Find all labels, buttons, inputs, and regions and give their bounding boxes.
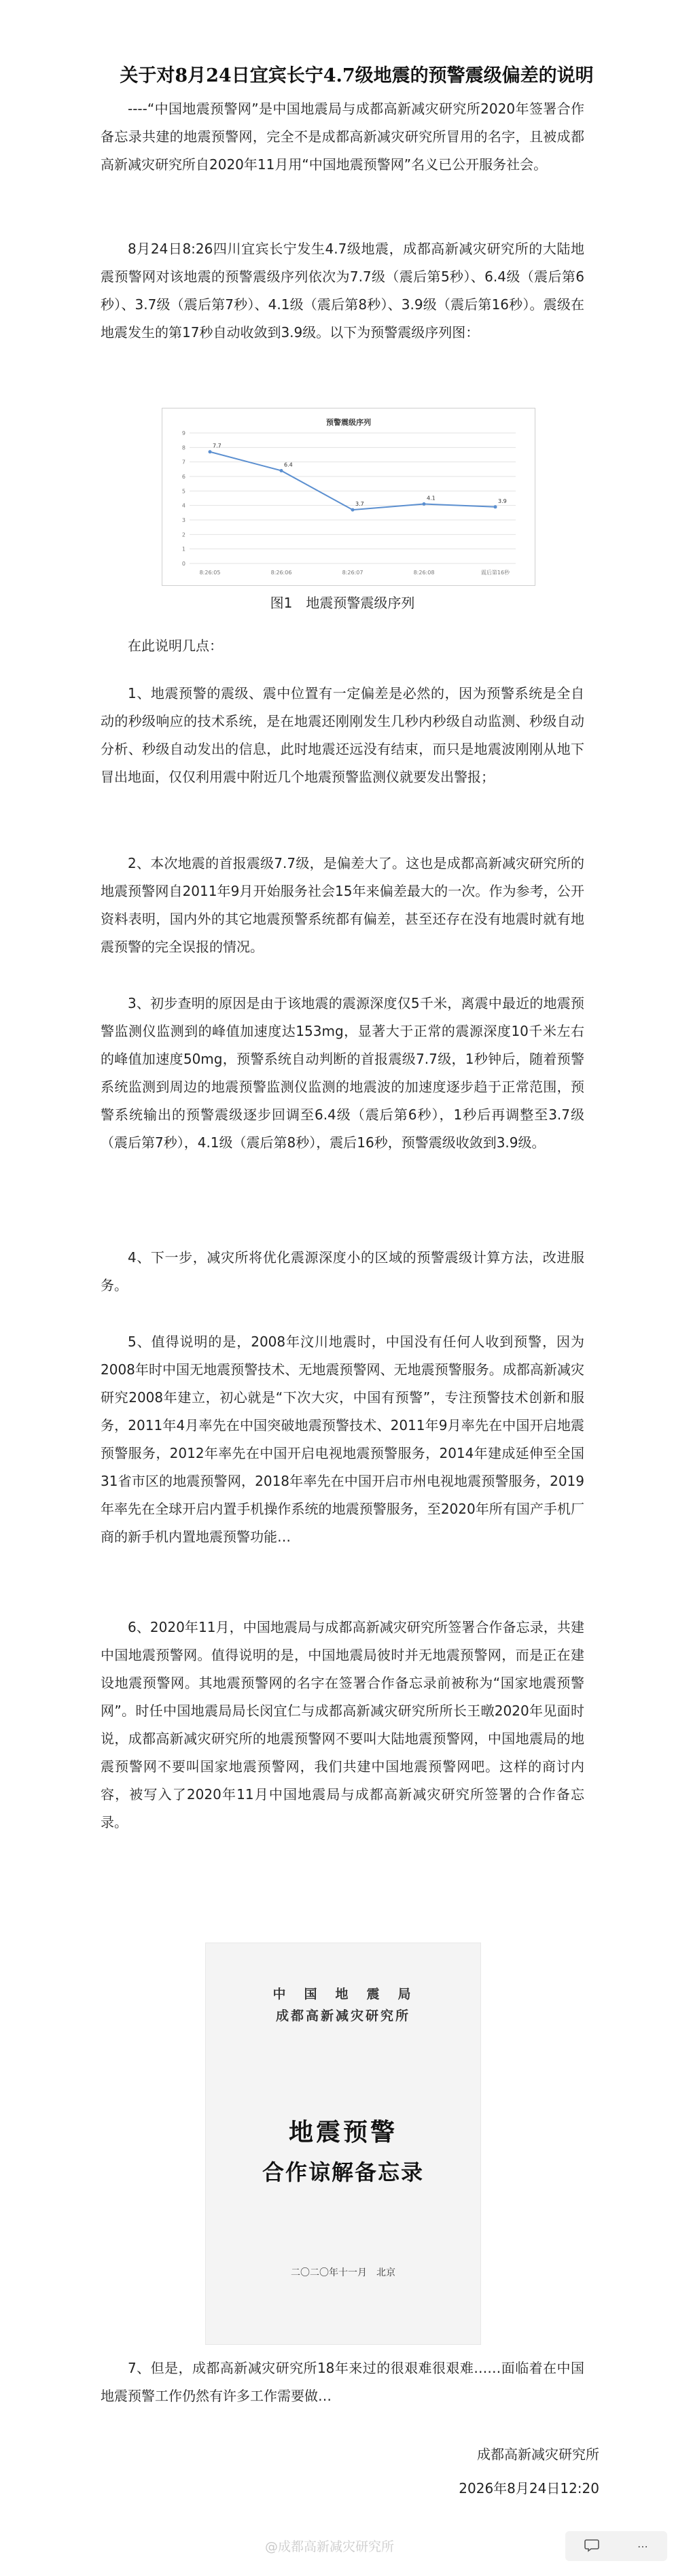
chart-x-tick-label: 8:26:08 [413,570,435,576]
chart-data-label: 4.1 [427,495,436,502]
chart-x-tick-label: 8:26:07 [342,570,363,576]
paragraph-intro: ----“中国地震预警网”是中国地震局与成都高新减灾研究所2020年签署合作备忘录共建的地震预警网，完全不是成都高新减灾研究所冒用的名字，且被成都高新减灾研究所自2020年11月用“中国地震预警网”名义已公开服务社会。 [101,101,584,173]
figure-caption: 图1 地震预警震级序列 [270,595,415,611]
chart-y-tick-label: 0 [181,561,185,567]
floating-toolbar [565,2531,667,2561]
chart-title: 预警震级序列 [326,418,371,427]
chart-x-tick-label: 8:26:05 [199,570,221,576]
chart-y-tick-label: 6 [181,474,185,480]
chart-x-tick-label: 8:26:06 [270,570,292,576]
chart-y-tick-label: 7 [181,459,185,466]
chart-data-labels [213,443,507,507]
watermark-text: @成都高新减灾研究所 [265,2539,395,2554]
chart-point [351,508,355,512]
magnitude-chart [162,408,535,586]
signature-org: 成都高新减灾研究所 [477,2446,599,2462]
memo-title-line-2: 合作谅解备忘录 [262,2159,424,2185]
signature-date: 2026年8月24日12:20 [459,2480,599,2496]
chart-points [209,450,497,511]
chart-data-label: 3.7 [355,501,364,508]
paragraph-point-4: 4、下一步，减灾所将优化震源深度小的区域的预警震级计算方法，改进服务。 [101,1249,584,1293]
chart-y-tick-label: 8 [181,445,185,451]
chart-data-label: 3.9 [498,498,507,504]
chart-grid [190,433,516,563]
paragraph-point-6: 6、2020年11月，中国地震局与成都高新减灾研究所签署合作备忘录，共建中国地震预警网。值得说明的是，中国地震局彼时并无地震预警网，而是正在建设地震预警网。其地震预警网的名字在签署合作备忘录前被称为“国家地震预警网”。时任中国地震局局长闵宜仁与成都高新减灾研究所所长王暾2020年见面时说，成都高新减灾研究所的地震预警网不要叫大陆地震预警网，中国地震局的地震预警网不要叫国家地震预警网，我们共建中国地震预警网吧。这样的商讨内容，被写入了2020年11月中国地震局与成都高新减灾研究所签署的合作备忘录。 [101,1619,584,1830]
chart-y-ticks [182,430,185,567]
chart-series-line [210,452,495,510]
chart-x-ticks [200,569,511,576]
memo-cover-image [205,1943,481,2345]
chart-point [423,502,426,506]
paragraph-point-2: 2、本次地震的首报震级7.7级，是偏差大了。这也是成都高新减灾研究所的地震预警网自2011年9月开始服务社会15年来偏差最大的一次。作为参考，公开资料表明，国内外的其它地震预警系统都有偏差，甚至还存在没有地震时就有地震预警的完全误报的情况。 [101,855,584,955]
memo-date: 二〇二〇年十一月 北京 [291,2267,395,2278]
chart-x-tick-label: 震后第16秒 [480,570,510,576]
paragraph-notes-intro: 在此说明几点： [128,638,223,654]
magnitude-chart-svg [162,408,535,585]
paragraph-point-7: 7、但是，成都高新减灾研究所18年来过的很艰难很艰难……面临着在中国地震预警工作仍然有许多工作需要做… [101,2360,584,2404]
paragraph-point-1: 1、地震预警的震级、震中位置有一定偏差是必然的，因为预警系统是全自动的秒级响应的技术系统，是在地震还刚刚发生几秒内秒级自动监测、秒级自动分析、秒级自动发出的信息，此时地震还远没有结束，而只是地震波刚刚从地下冒出地面，仅仅利用震中附近几个地震预警监测仪就要发出警报； [101,685,584,785]
chart-y-tick-label: 3 [181,517,185,523]
memo-title-line-1: 地震预警 [288,2118,397,2146]
paragraph-point-5: 5、值得说明的是，2008年汶川地震时，中国没有任何人收到预警，因为2008年时中国无地震预警技术、无地震预警网、无地震预警服务。成都高新减灾研究2008年建立，初心就是“下次大灾，中国有预警”，专注预警技术创新和服务，2011年4月率先在中国突破地震预警技术、2011年9月率先在中国开启地震预警服务，2012年率先在中国开启电视地震预警服务，2014年建成延伸至全国31省市区的地震预警网，2018年率先在中国开启市州电视地震预警服务，2019年率先在全球开启内置手机操作系统的地震预警服务，至2020年所有国产手机厂商的新手机内置地震预警功能… [101,1334,584,1545]
document-title: 关于对8月24日宜宾长宁4.7级地震的预警震级偏差的说明 [120,65,594,86]
more-button[interactable]: ⋯ [637,2539,648,2553]
paragraph-point-3: 3、初步查明的原因是由于该地震的震源深度仅5千米，离震中最近的地震预警监测仪监测到的峰值加速度达153mg，显著大于正常的震源深度10千米左右的峰值加速度50mg，预警系统自动判断的首报震级7.7级，1秒钟后，随着预警系统监测到周边的地震预警监测仪监测的地震波的加速度逐步趋于正常范围，预警系统输出的预警震级逐步回调至6.4级（震后第6秒），1秒后再调整至3.7级（震后第7秒），4.1级（震后第8秒），震后16秒，预警震级收敛到3.9级。 [101,995,584,1151]
comment-icon[interactable] [584,2537,599,2555]
chart-data-label: 6.4 [284,462,293,468]
chart-point [280,469,283,472]
paragraph-event: 8月24日8:26四川宜宾长宁发生4.7级地震，成都高新减灾研究所的大陆地震预警网对该地震的预警震级序列依次为7.7级（震后第5秒）、6.4级（震后第6秒）、3.7级（震后第7秒）、4.1级（震后第8秒）、3.9级（震后第16秒）。震级在地震发生的第17秒自动收敛到3.9级。以下为预警震级序列图： [101,241,584,341]
chart-y-tick-label: 1 [181,546,185,553]
chart-y-tick-label: 4 [181,502,185,509]
memo-org-line-1: 中 国 地 震 局 [272,1987,414,2002]
chart-y-tick-label: 2 [181,532,185,538]
chart-point [494,505,497,508]
chart-point [209,450,212,453]
chart-y-tick-label: 5 [181,488,185,495]
memo-org-line-2: 成都高新减灾研究所 [275,2008,410,2023]
chart-y-tick-label: 9 [181,430,185,436]
chart-data-label: 7.7 [213,442,221,449]
